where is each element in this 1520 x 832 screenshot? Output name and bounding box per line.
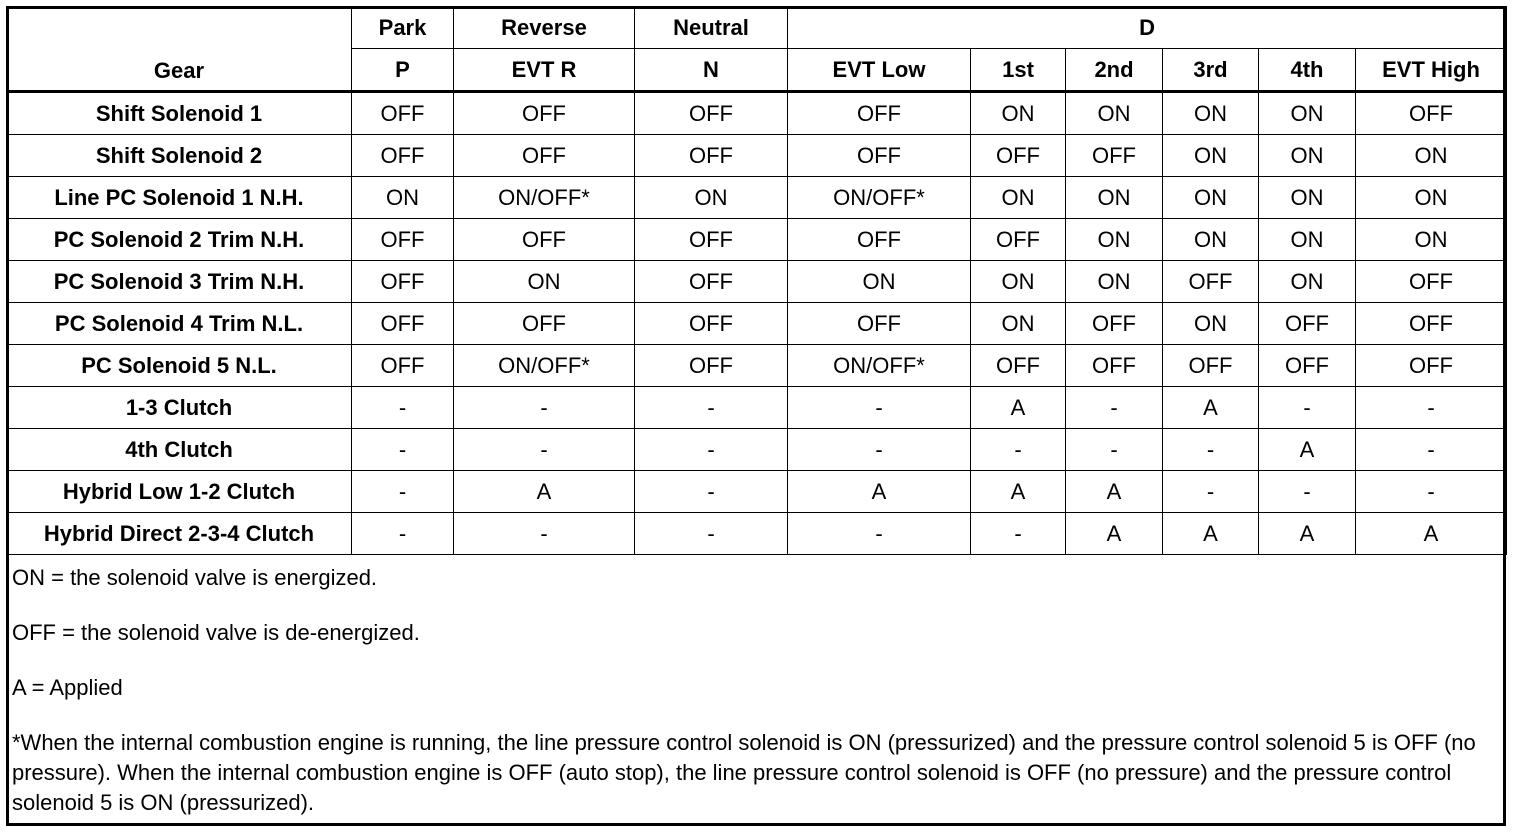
table-cell: ON [1066,261,1163,303]
table-cell: A [1259,429,1356,471]
table-cell: - [1356,429,1507,471]
table-cell: A [1163,513,1259,555]
table-cell: ON [971,303,1066,345]
table-cell: ON [1163,177,1259,219]
table-cell: OFF [1259,345,1356,387]
table-cell: OFF [635,219,788,261]
table-cell: A [1066,471,1163,513]
gear-n: N [635,49,788,92]
table-cell: - [1356,471,1507,513]
table-cell: ON [1259,219,1356,261]
table-cell: - [788,387,971,429]
gear-1st: 1st [971,49,1066,92]
table-cell: ON [1163,92,1259,135]
table-cell: OFF [1066,345,1163,387]
table-cell: - [352,429,454,471]
table-cell: ON [635,177,788,219]
table-cell: - [788,513,971,555]
table-cell: OFF [454,303,635,345]
table-cell: ON [1259,177,1356,219]
table-cell: ON [971,261,1066,303]
table-cell: ON [1066,219,1163,261]
table-cell: OFF [1066,135,1163,177]
gear-3rd: 3rd [1163,49,1259,92]
table-cell: OFF [352,135,454,177]
row-label: 4th Clutch [7,429,352,471]
table-cell: A [1259,513,1356,555]
gear-evt-r: EVT R [454,49,635,92]
table-cell: - [635,513,788,555]
table-cell: ON [1163,303,1259,345]
table-cell: - [1163,471,1259,513]
table-cell: ON/OFF* [454,177,635,219]
table-cell: OFF [1259,303,1356,345]
table-cell: - [971,429,1066,471]
table-cell: - [1356,387,1507,429]
table-cell: ON [1066,177,1163,219]
table-cell: OFF [635,92,788,135]
table-cell: - [788,429,971,471]
table-cell: OFF [635,345,788,387]
legend-notes [12,563,1492,818]
table-cell: - [1066,387,1163,429]
table-cell: OFF [635,303,788,345]
table-cell: OFF [635,261,788,303]
table-cell: OFF [454,219,635,261]
range-park: Park [352,7,454,49]
table-cell: ON/OFF* [788,345,971,387]
gear-2nd: 2nd [1066,49,1163,92]
row-label: Line PC Solenoid 1 N.H. [7,177,352,219]
table-cell: ON [1356,135,1507,177]
gear-evt-high: EVT High [1356,49,1507,92]
table-cell: - [971,513,1066,555]
table-cell: ON [352,177,454,219]
table-cell: OFF [1356,303,1507,345]
table-cell: - [635,471,788,513]
note-off: OFF = the solenoid valve is de-energized. [12,620,420,645]
table-cell: A [788,471,971,513]
table-cell: - [635,429,788,471]
table-cell: - [635,387,788,429]
table-cell: - [454,387,635,429]
table-cell: A [454,471,635,513]
gear-header: Gear [7,7,352,92]
table-cell: OFF [788,303,971,345]
table-cell: OFF [1163,261,1259,303]
table-cell: - [352,513,454,555]
table-cell: A [1163,387,1259,429]
gear-p: P [352,49,454,92]
gear-evt-low: EVT Low [788,49,971,92]
table-cell: A [971,471,1066,513]
table-cell: OFF [454,92,635,135]
table-cell: OFF [352,303,454,345]
row-label: PC Solenoid 3 Trim N.H. [7,261,352,303]
table-cell: ON [1259,92,1356,135]
note-applied: A = Applied [12,675,123,700]
table-cell: ON [1356,219,1507,261]
range-drive: D [788,7,1507,49]
table-cell: OFF [971,345,1066,387]
note-footnote: *When the internal combustion engine is running, the line pressure control solenoid is ON (pressurized) and the pressure control solenoid 5 is OFF (no pressure). When the internal combustion engine is OFF (auto stop), the line pressure control solenoid is OFF (no pressure) and the pressure control solenoid 5 is ON (pressurized). [12,730,1476,815]
table-cell: ON [454,261,635,303]
table-cell: OFF [454,135,635,177]
table-cell: OFF [635,135,788,177]
table-cell: ON [971,177,1066,219]
table-cell: OFF [352,261,454,303]
table-cell: OFF [352,345,454,387]
table-cell: OFF [788,135,971,177]
note-on: ON = the solenoid valve is energized. [12,565,378,590]
table-cell: ON/OFF* [454,345,635,387]
row-label: PC Solenoid 4 Trim N.L. [7,303,352,345]
row-label: PC Solenoid 2 Trim N.H. [7,219,352,261]
table-cell: ON [1066,92,1163,135]
table-cell: - [1163,429,1259,471]
table-cell: - [454,429,635,471]
table-cell: OFF [352,219,454,261]
table-cell: ON [1163,135,1259,177]
table-cell: OFF [971,219,1066,261]
table-cell: OFF [788,219,971,261]
table-cell: ON [1163,219,1259,261]
table-cell: OFF [1356,92,1507,135]
table-cell: ON/OFF* [788,177,971,219]
table-cell: OFF [1066,303,1163,345]
table-cell: A [1066,513,1163,555]
row-label: Shift Solenoid 2 [7,135,352,177]
table-cell: ON [788,261,971,303]
range-neutral: Neutral [635,7,788,49]
table-cell: ON [1259,261,1356,303]
table-cell: OFF [1356,261,1507,303]
range-reverse: Reverse [454,7,635,49]
row-label: Shift Solenoid 1 [7,92,352,135]
table-cell: OFF [1163,345,1259,387]
table-cell: - [352,471,454,513]
table-cell: - [352,387,454,429]
table-cell: OFF [788,92,971,135]
row-label: PC Solenoid 5 N.L. [7,345,352,387]
row-label: 1-3 Clutch [7,387,352,429]
table-cell: A [1356,513,1507,555]
table-cell: - [1259,471,1356,513]
table-cell: - [454,513,635,555]
table-cell: ON [971,92,1066,135]
row-label: Hybrid Low 1-2 Clutch [7,471,352,513]
row-label: Hybrid Direct 2-3-4 Clutch [7,513,352,555]
table-cell: OFF [1356,345,1507,387]
table-cell: ON [1259,135,1356,177]
table-cell: ON [1356,177,1507,219]
table-cell: A [971,387,1066,429]
table-cell: OFF [352,92,454,135]
table-cell: OFF [971,135,1066,177]
table-cell: - [1259,387,1356,429]
gear-4th: 4th [1259,49,1356,92]
table-cell: - [1066,429,1163,471]
